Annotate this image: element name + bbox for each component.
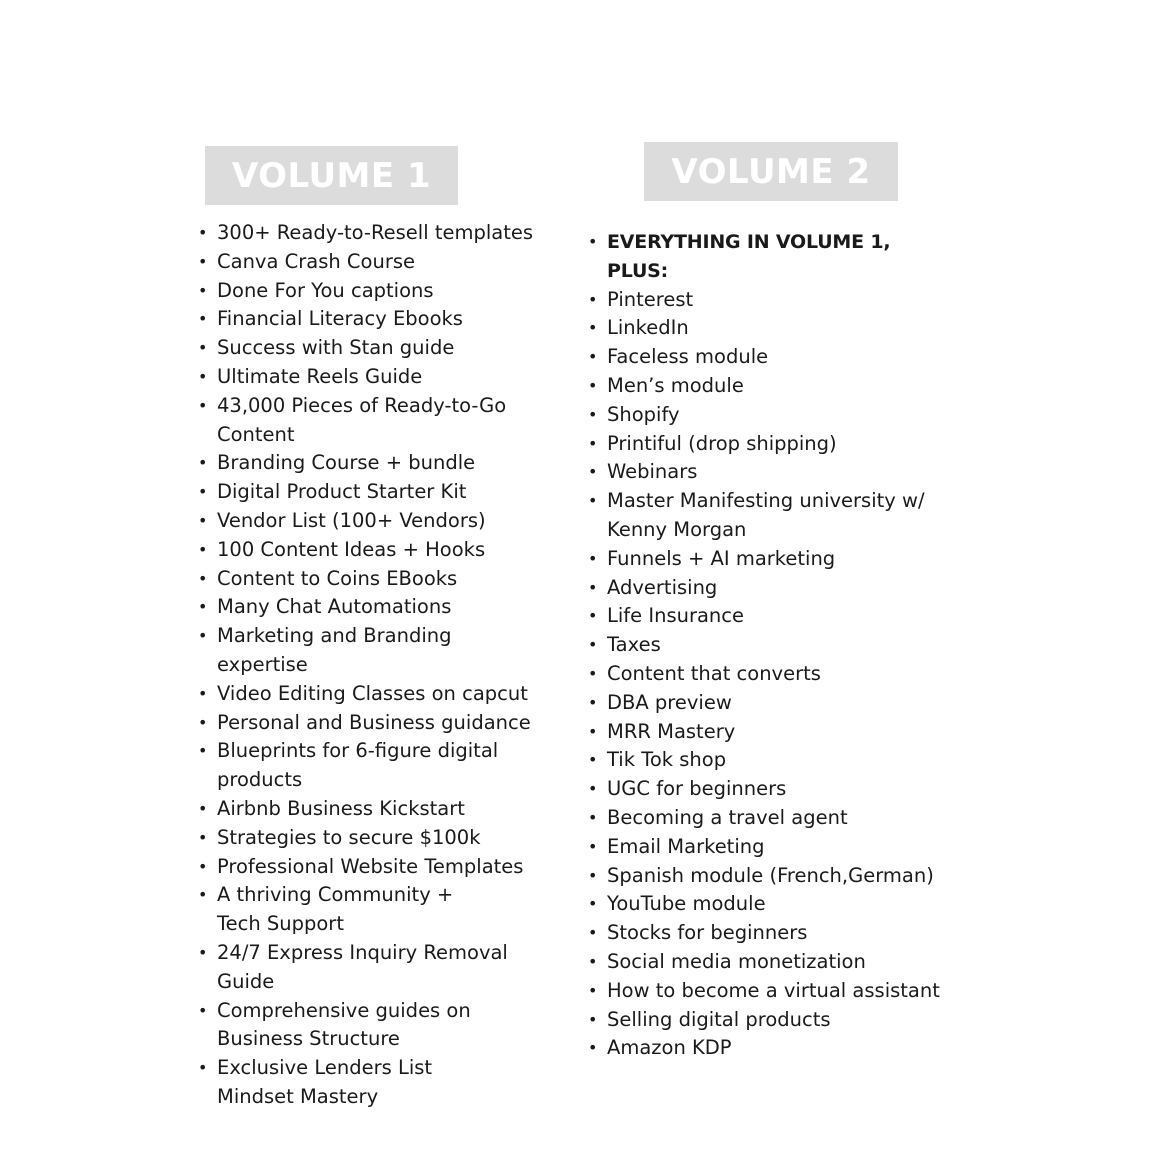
list-item: • Faceless module	[588, 345, 769, 369]
list-item: • Branding Course + bundle	[198, 451, 476, 475]
list-item: • Social media monetization	[588, 949, 866, 973]
list-item: • YouTube module	[588, 892, 766, 916]
list-item: • Financial Literacy Ebooks	[198, 307, 463, 331]
volume-1-header	[205, 146, 458, 205]
list-item-lead: • EVERYTHING IN VOLUME 1, PLUS:	[588, 231, 891, 282]
list-item: • Becoming a travel agent	[588, 805, 848, 829]
list-item: • Comprehensive guides on Business Structure	[198, 998, 471, 1051]
list-item: • Advertising	[588, 575, 718, 599]
list-item: • Personal and Business guidance	[198, 710, 531, 734]
list-item: • Many Chat Automations	[198, 595, 452, 619]
list-item: • 43,000 Pieces of Ready-to-Go Content	[198, 393, 507, 446]
volume-2-header	[644, 142, 898, 201]
list-item: • Vendor List (100+ Vendors)	[198, 508, 486, 532]
list-item: • Exclusive Lenders List	[198, 1056, 433, 1080]
list-item: Mindset Mastery	[217, 1084, 379, 1108]
list-item: • Life Insurance	[588, 604, 745, 628]
list-item: • Shopify	[588, 402, 680, 426]
volume-1-list	[190, 219, 570, 1112]
list-item: • Selling digital products	[588, 1007, 831, 1031]
list-item: • Marketing and Branding expertise	[198, 624, 452, 676]
list-item: • Success with Stan guide	[198, 336, 455, 360]
list-item: • Tik Tok shop	[588, 748, 727, 772]
list-item: • A thriving Community + Tech Support	[198, 883, 454, 936]
list-item: • Professional Website Templates	[198, 854, 524, 878]
list-item: • Stocks for beginners	[588, 921, 808, 945]
list-item: • Funnels + AI marketing	[588, 546, 836, 570]
volume-1-title: VOLUME 1	[231, 155, 432, 196]
list-item: • Spanish module (French,German)	[588, 863, 934, 887]
list-item: • 300+ Ready-to-Resell templates	[198, 221, 534, 244]
list-item: • Content to Coins EBooks	[198, 566, 458, 590]
volume-2-title: VOLUME 2	[671, 151, 871, 192]
list-item: • Men’s module	[588, 373, 744, 397]
list-item: • DBA preview	[588, 690, 732, 714]
list-item: • Ultimate Reels Guide	[198, 364, 423, 388]
list-item: • Master Manifesting university w/ Kenny Morgan	[588, 489, 925, 541]
list-item: • Content that converts	[588, 661, 821, 685]
list-item: • Strategies to secure $100k	[198, 825, 481, 849]
list-item: • Blueprints for 6-figure digital products	[198, 739, 499, 792]
list-item: • Email Marketing	[588, 834, 765, 858]
list-item: • Airbnb Business Kickstart	[198, 796, 465, 820]
list-item: • Canva Crash Course	[198, 249, 415, 273]
list-item: • Video Editing Classes on capcut	[198, 681, 528, 705]
list-item: • Printiful (drop shipping)	[588, 431, 837, 455]
list-item: • 24/7 Express Inquiry Removal Guide	[198, 940, 508, 993]
list-item: • UGC for beginners	[588, 777, 787, 801]
list-item: • Digital Product Starter Kit	[198, 480, 467, 504]
list-item: • Pinterest	[588, 287, 694, 311]
list-item: • Done For You captions	[198, 278, 434, 302]
list-item: • Taxes	[588, 633, 661, 657]
list-item: • LinkedIn	[588, 316, 689, 340]
list-item: • Amazon KDP	[588, 1036, 732, 1060]
list-item: • MRR Mastery	[588, 719, 736, 743]
list-item: • How to become a virtual assistant	[588, 978, 940, 1002]
list-item: • Webinars	[588, 460, 698, 484]
list-item: • 100 Content Ideas + Hooks	[198, 537, 486, 561]
volume-2-list	[580, 228, 960, 1063]
